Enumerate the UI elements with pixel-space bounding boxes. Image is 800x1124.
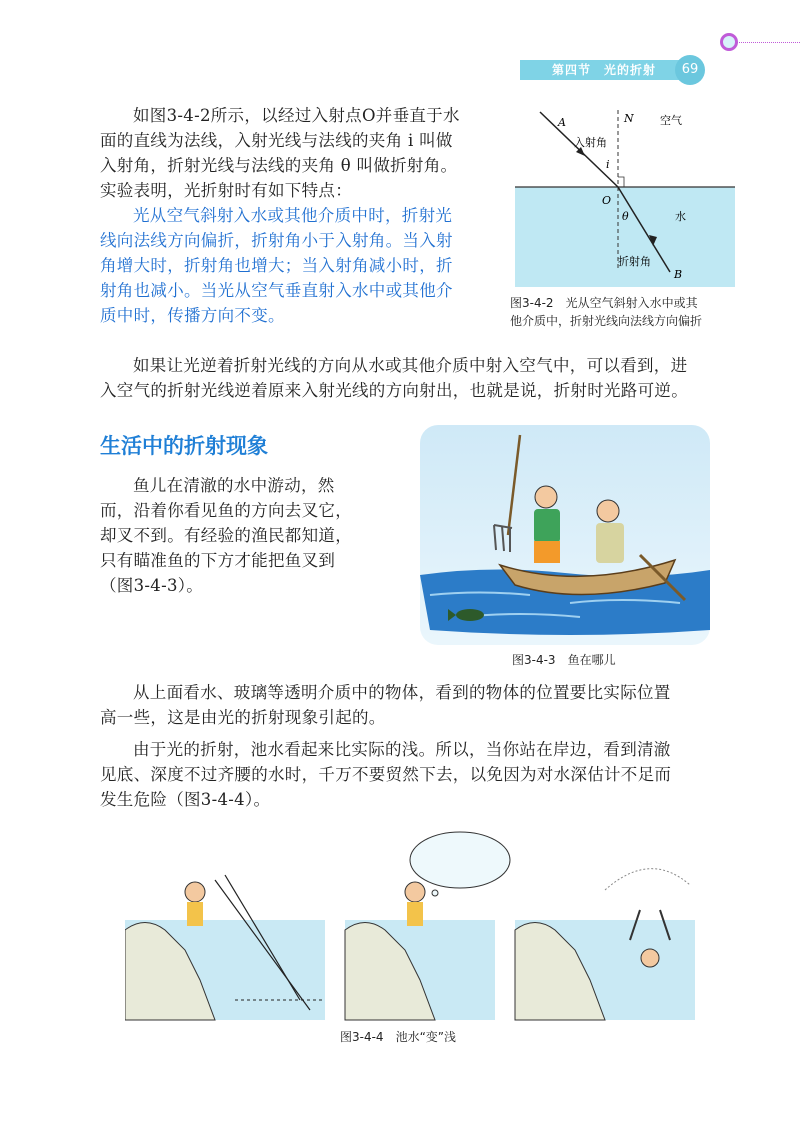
text-line: （图3-4-3）。 bbox=[100, 576, 204, 595]
grandpa-head bbox=[597, 500, 619, 522]
boy-shirt bbox=[407, 902, 423, 926]
right-angle-mark bbox=[618, 177, 624, 187]
label-theta: θ bbox=[622, 210, 629, 223]
pool-shallow-illustration bbox=[125, 830, 695, 1022]
thought-bubble bbox=[410, 832, 510, 888]
fisherman-head bbox=[535, 486, 557, 508]
decorative-dotted-line bbox=[730, 42, 800, 43]
rule-line: 光从空气斜射入水或其他介质中时，折射光 bbox=[133, 206, 453, 225]
label-water: 水 bbox=[675, 210, 686, 223]
label-air: 空气 bbox=[660, 114, 682, 127]
text-line: 鱼儿在清澈的水中游动，然 bbox=[133, 476, 335, 495]
figure-caption: 图3-4-3 鱼在哪儿 bbox=[512, 653, 616, 667]
decorative-circle-icon bbox=[720, 33, 738, 51]
caption-line: 图3-4-2 光从空气斜射入水中或其 bbox=[510, 296, 698, 310]
text-line: 如果让光逆着折射光线的方向从水或其他介质中射入空气中，可以看到，进 bbox=[133, 356, 688, 375]
text-line: 入空气的折射光线逆着原来入射光线的方向射出，也就是说，折射时光路可逆。 bbox=[100, 381, 688, 400]
intro-paragraph bbox=[100, 103, 500, 328]
rule-line: 线向法线方向偏折，折射角小于入射角。当入射 bbox=[100, 231, 453, 250]
boy-head bbox=[185, 882, 205, 902]
section-label: 第四节 光的折射 bbox=[552, 63, 657, 77]
panel-3 bbox=[515, 869, 695, 1020]
label-i: i bbox=[606, 158, 610, 171]
label-refraction-angle: 折射角 bbox=[618, 255, 651, 268]
grandpa-shirt bbox=[596, 523, 624, 563]
label-N: N bbox=[624, 112, 634, 125]
panel-2 bbox=[345, 832, 510, 1020]
text-line: 见底、深度不过齐腰的水时，千万不要贸然下去，以免因为对水深估计不足而 bbox=[100, 765, 672, 784]
rule-line: 射角也减小。当光从空气垂直射入水中或其他介 bbox=[100, 281, 453, 300]
text-line: 如图3-4-2所示，以经过入射点O并垂直于水 bbox=[133, 106, 460, 125]
text-line: 却叉不到。有经验的渔民都知道， bbox=[100, 526, 352, 545]
fishing-boat-illustration bbox=[420, 425, 710, 645]
text-line: 发生危险（图3-4-4）。 bbox=[100, 790, 271, 809]
section-title: 生活中的折射现象 bbox=[100, 434, 268, 458]
drowning-boy-head bbox=[641, 949, 659, 967]
position-paragraph bbox=[100, 680, 710, 730]
water-region bbox=[515, 187, 735, 287]
panel-1 bbox=[125, 875, 325, 1020]
fisherman-shorts bbox=[534, 541, 560, 563]
boy-shirt bbox=[187, 902, 203, 926]
text-line: 而，沿着你看见鱼的方向去叉它， bbox=[100, 501, 352, 520]
label-B: B bbox=[674, 268, 683, 281]
fish-icon bbox=[456, 609, 484, 621]
figure-caption bbox=[510, 294, 740, 330]
reversibility-paragraph bbox=[100, 353, 710, 403]
page-number: 69 bbox=[675, 55, 705, 85]
rule-line: 质中时，传播方向不变。 bbox=[100, 306, 285, 325]
text-line: 实验表明，光折射时有如下特点： bbox=[100, 181, 352, 200]
safety-paragraph bbox=[100, 737, 710, 812]
label-O: O bbox=[602, 194, 612, 207]
splash bbox=[605, 869, 690, 890]
caption-line: 他介质中，折射光线向法线方向偏折 bbox=[510, 314, 703, 328]
text-line: 入射角，折射光线与法线的夹角 θ 叫做折射角。 bbox=[100, 156, 458, 175]
text-line: 从上面看水、玻璃等透明介质中的物体，看到的物体的位置要比实际位置 bbox=[133, 683, 671, 702]
label-incidence-angle: 入射角 bbox=[574, 136, 607, 149]
thought-dot bbox=[432, 890, 438, 896]
fish-paragraph bbox=[100, 473, 390, 598]
refraction-diagram bbox=[510, 100, 740, 290]
text-line: 面的直线为法线，入射光线与法线的夹角 i 叫做 bbox=[100, 131, 453, 150]
text-line: 只有瞄准鱼的下方才能把鱼叉到 bbox=[100, 551, 336, 570]
label-A: A bbox=[558, 116, 566, 129]
boy-head bbox=[405, 882, 425, 902]
fisherman-shirt bbox=[534, 509, 560, 543]
text-line: 高一些，这是由光的折射现象引起的。 bbox=[100, 708, 386, 727]
text-line: 由于光的折射，池水看起来比实际的浅。所以，当你站在岸边，看到清澈 bbox=[133, 740, 671, 759]
rule-line: 角增大时，折射角也增大；当入射角减小时，折 bbox=[100, 256, 453, 275]
figure-caption: 图3-4-4 池水“变”浅 bbox=[340, 1030, 456, 1044]
